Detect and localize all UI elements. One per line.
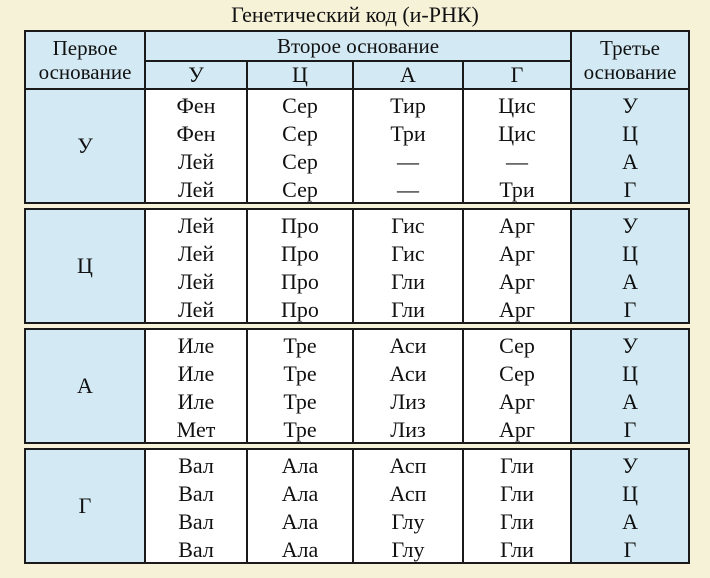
amino-acid: Вал bbox=[178, 481, 214, 506]
amino-acid: Сер bbox=[282, 177, 318, 202]
third-base: Ц bbox=[622, 481, 638, 506]
amino-acid: Ала bbox=[281, 537, 319, 562]
third-base: Ц bbox=[622, 121, 638, 146]
amino-acid: — bbox=[506, 149, 528, 174]
amino-acid: Иле bbox=[177, 361, 215, 386]
amino-acid: Ала bbox=[281, 453, 319, 478]
second-base-a: А bbox=[353, 61, 463, 89]
amino-acid-column-cell bbox=[247, 209, 353, 323]
amino-acid: Арг bbox=[499, 269, 535, 294]
first-base-cell: Г bbox=[25, 449, 145, 563]
amino-acid: Про bbox=[281, 269, 319, 294]
amino-acid-column-cell bbox=[463, 449, 571, 563]
amino-acid-column-cell bbox=[145, 449, 247, 563]
amino-acid: Аси bbox=[389, 333, 427, 358]
first-base-cell: У bbox=[25, 89, 145, 203]
amino-acid-column-cell bbox=[353, 89, 463, 203]
amino-acid: Про bbox=[281, 213, 319, 238]
amino-acid: Про bbox=[281, 241, 319, 266]
amino-acid: Ала bbox=[281, 481, 319, 506]
third-base-cell bbox=[571, 449, 689, 563]
amino-acid: Арг bbox=[499, 241, 535, 266]
amino-acid: Тре bbox=[283, 417, 317, 442]
amino-acid: Сер bbox=[282, 121, 318, 146]
amino-acid: — bbox=[397, 177, 419, 202]
third-base: Г bbox=[623, 177, 637, 202]
amino-acid: Арг bbox=[499, 297, 535, 322]
first-base-cell: А bbox=[25, 329, 145, 443]
amino-acid-column-cell bbox=[463, 209, 571, 323]
third-base: Ц bbox=[622, 241, 638, 266]
third-base: А bbox=[622, 389, 638, 414]
amino-acid: Цис bbox=[498, 93, 536, 118]
third-base-cell bbox=[571, 329, 689, 443]
amino-acid: Лей bbox=[177, 269, 215, 294]
amino-acid: Гли bbox=[500, 509, 534, 534]
amino-acid: Лей bbox=[177, 213, 215, 238]
third-base: А bbox=[622, 509, 638, 534]
amino-acid: Глу bbox=[391, 537, 425, 562]
amino-acid: Тре bbox=[283, 389, 317, 414]
codon-group-row bbox=[25, 209, 689, 323]
third-base: А bbox=[622, 149, 638, 174]
amino-acid: Асп bbox=[389, 453, 427, 478]
amino-acid-column-cell bbox=[353, 449, 463, 563]
amino-acid: Лиз bbox=[390, 417, 426, 442]
first-base-cell: Ц bbox=[25, 209, 145, 323]
amino-acid: Аси bbox=[389, 361, 427, 386]
third-base: Г bbox=[623, 537, 637, 562]
amino-acid: Гли bbox=[500, 481, 534, 506]
amino-acid: Ала bbox=[281, 509, 319, 534]
third-base-cell bbox=[571, 209, 689, 323]
amino-acid-column-cell bbox=[145, 209, 247, 323]
amino-acid: Тир bbox=[390, 93, 426, 118]
third-base-header bbox=[571, 31, 689, 89]
first-base-header-line2: основание bbox=[38, 60, 132, 84]
amino-acid: Тре bbox=[283, 361, 317, 386]
amino-acid-column-cell bbox=[247, 449, 353, 563]
amino-acid: — bbox=[397, 149, 419, 174]
amino-acid: Вал bbox=[178, 537, 214, 562]
third-base: У bbox=[622, 453, 638, 478]
third-base-header-line2: основание bbox=[583, 60, 677, 84]
codon-group-row bbox=[25, 89, 689, 203]
amino-acid: Гис bbox=[391, 241, 425, 266]
second-base-header: Второе основание bbox=[145, 31, 571, 61]
third-base: У bbox=[622, 93, 638, 118]
third-base-header-line1: Третье bbox=[600, 36, 660, 60]
amino-acid-column-cell bbox=[145, 89, 247, 203]
amino-acid: Фен bbox=[176, 93, 216, 118]
third-base-cell bbox=[571, 89, 689, 203]
third-base: А bbox=[622, 269, 638, 294]
third-base: Ц bbox=[622, 361, 638, 386]
amino-acid: Лиз bbox=[390, 389, 426, 414]
amino-acid: Вал bbox=[178, 509, 214, 534]
amino-acid: Вал bbox=[178, 453, 214, 478]
amino-acid: Иле bbox=[177, 333, 215, 358]
codon-group-row bbox=[25, 329, 689, 443]
amino-acid: Лей bbox=[177, 297, 215, 322]
codon-group-row bbox=[25, 449, 689, 563]
amino-acid: Арг bbox=[499, 389, 535, 414]
third-base: У bbox=[622, 333, 638, 358]
genetic-code-table bbox=[24, 30, 690, 564]
amino-acid-column-cell bbox=[247, 89, 353, 203]
amino-acid: Сер bbox=[499, 361, 535, 386]
second-base-g: Г bbox=[463, 61, 571, 89]
amino-acid: Асп bbox=[389, 481, 427, 506]
amino-acid: Сер bbox=[282, 93, 318, 118]
amino-acid-column-cell bbox=[145, 329, 247, 443]
amino-acid: Арг bbox=[499, 213, 535, 238]
first-base-header-line1: Первое bbox=[52, 36, 118, 60]
amino-acid: Иле bbox=[177, 389, 215, 414]
amino-acid: Лей bbox=[177, 241, 215, 266]
amino-acid: Гли bbox=[500, 453, 534, 478]
amino-acid: Три bbox=[499, 177, 535, 202]
third-base: Г bbox=[623, 417, 637, 442]
amino-acid-column-cell bbox=[463, 329, 571, 443]
amino-acid: Тре bbox=[283, 333, 317, 358]
amino-acid-column-cell bbox=[463, 89, 571, 203]
amino-acid: Гис bbox=[391, 213, 425, 238]
second-base-c: Ц bbox=[247, 61, 353, 89]
second-base-u: У bbox=[145, 61, 247, 89]
amino-acid: Сер bbox=[282, 149, 318, 174]
amino-acid: Цис bbox=[498, 121, 536, 146]
amino-acid-column-cell bbox=[247, 329, 353, 443]
amino-acid: Глу bbox=[391, 509, 425, 534]
amino-acid-column-cell bbox=[353, 329, 463, 443]
amino-acid: Гли bbox=[391, 297, 425, 322]
amino-acid: Гли bbox=[391, 269, 425, 294]
third-base: Г bbox=[623, 297, 637, 322]
table-title: Генетический код (и-РНК) bbox=[231, 2, 479, 27]
amino-acid: Арг bbox=[499, 417, 535, 442]
amino-acid-column-cell bbox=[353, 209, 463, 323]
amino-acid: Гли bbox=[500, 537, 534, 562]
amino-acid: Лей bbox=[177, 177, 215, 202]
first-base-header bbox=[25, 31, 145, 89]
amino-acid: Три bbox=[390, 121, 426, 146]
amino-acid: Мет bbox=[176, 417, 216, 442]
third-base: У bbox=[622, 213, 638, 238]
amino-acid: Про bbox=[281, 297, 319, 322]
amino-acid: Лей bbox=[177, 149, 215, 174]
amino-acid: Сер bbox=[499, 333, 535, 358]
amino-acid: Фен bbox=[176, 121, 216, 146]
